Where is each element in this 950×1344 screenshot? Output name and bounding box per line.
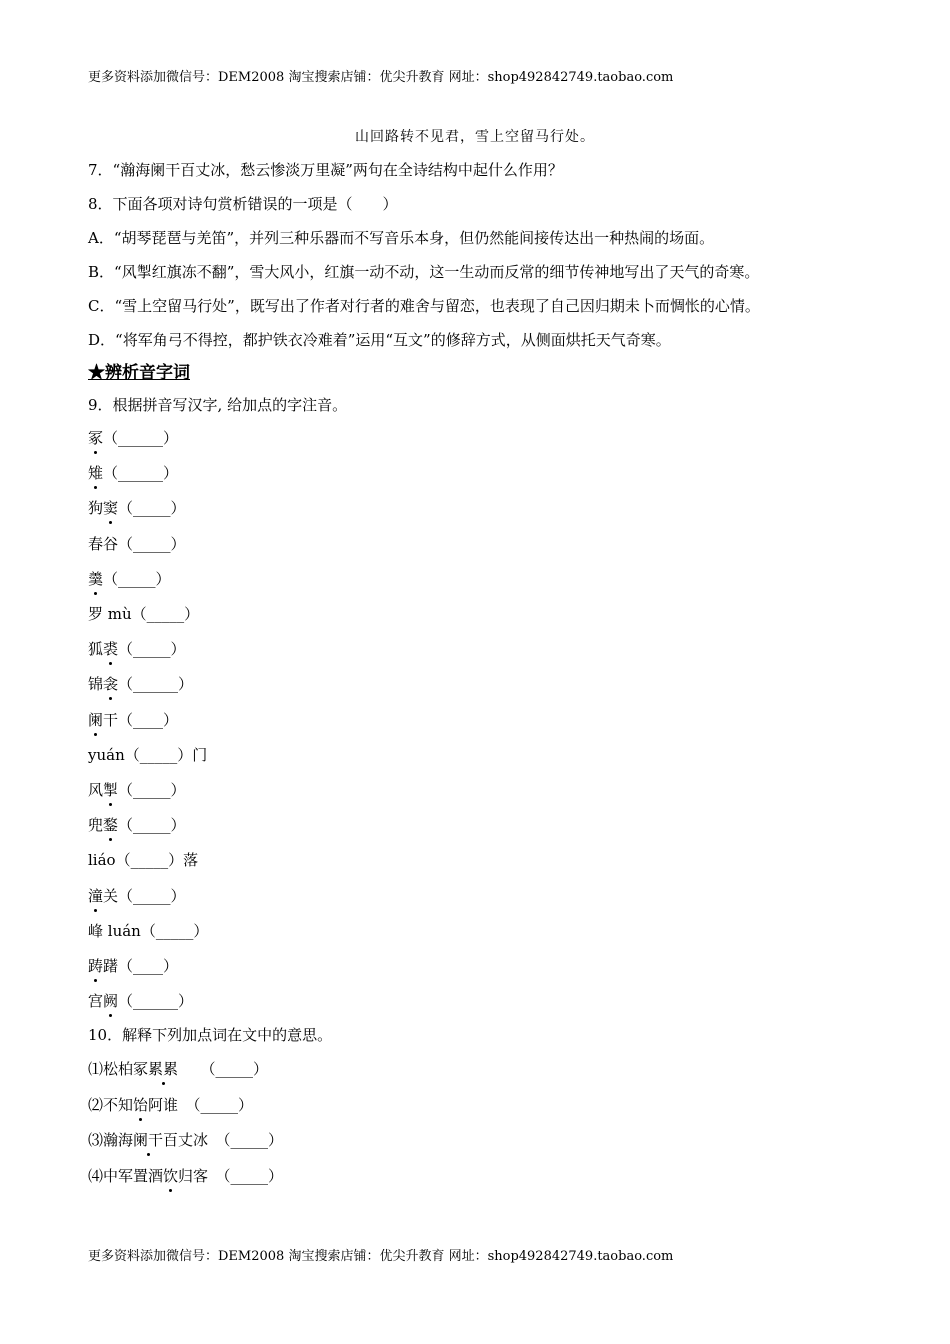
q9-dotted-char: 衾 — [103, 675, 119, 694]
q9-item — [88, 886, 186, 906]
q9-text: 宫 — [88, 992, 104, 1011]
q9-answer-blank[interactable]: （_____） — [103, 569, 171, 588]
q9-answer-blank[interactable]: （_____） — [140, 921, 209, 940]
q9-item — [88, 991, 193, 1011]
q9-item — [88, 850, 198, 870]
q9-item — [88, 956, 178, 976]
q9-dotted-char: 羹 — [88, 569, 104, 588]
q9-text: 锦 — [88, 675, 104, 694]
q10-item — [88, 1095, 253, 1115]
question-8-option-d: D．“将军角弓不得控，都护铁衣冷难着”运用“互文”的修辞方式，从侧面烘托天气奇寒。 — [88, 331, 671, 349]
question-10-stem: 10．解释下列加点词在文中的意思。 — [88, 1026, 333, 1044]
question-8-stem: 8．下面各项对诗句赏析错误的一项是（ ） — [88, 195, 398, 213]
q9-text: yuán — [88, 745, 125, 764]
q10-answer-blank[interactable]: （_____） — [178, 1095, 254, 1114]
q9-text: 峰 luán — [88, 921, 141, 940]
q9-answer-blank[interactable]: （______） — [103, 429, 179, 447]
q9-answer-blank[interactable]: （_____） — [118, 640, 186, 659]
q9-item — [88, 604, 199, 624]
q9-text: 风 — [88, 781, 104, 799]
q9-dotted-char: 雉 — [88, 464, 104, 483]
q9-item — [88, 710, 178, 730]
page-header: 更多资料添加微信号：DEM2008 淘宝搜索店铺：优尖升教育 网址：shop492842749.taobao.com — [88, 70, 674, 85]
question-8-option-b: B．“风掣红旗冻不翻”，雪大风小，红旗一动不动，这一生动而反常的细节传神地写出了天气的奇寒。 — [88, 263, 760, 281]
question-7: 7．“瀚海阑干百丈冰，愁云惨淡万里凝”两句在全诗结构中起什么作用？ — [88, 161, 563, 179]
q10-dotted-char: 饴 — [133, 1095, 149, 1114]
q9-dotted-char: 阙 — [103, 992, 119, 1011]
question-8-option-a: A．“胡琴琵琶与羌笛”，并列三种乐器而不写音乐本身，但仍然能间接传达出一种热闹的场面。 — [88, 229, 715, 247]
q10-item — [88, 1059, 268, 1079]
q9-answer-blank[interactable]: （______） — [118, 675, 194, 694]
q9-text: 躇 — [103, 957, 119, 975]
q9-dotted-char: 冢 — [88, 429, 104, 447]
q9-item — [88, 534, 186, 554]
q9-item — [88, 745, 207, 765]
q9-text: 狐 — [88, 640, 104, 659]
q9-answer-blank[interactable]: （_____） — [118, 816, 186, 835]
q10-text: 归客 — [178, 1166, 209, 1185]
poem-line: 山回路转不见君，雪上空留马行处。 — [355, 129, 595, 145]
q10-dotted-char: 阑干 — [133, 1131, 164, 1149]
q10-item — [88, 1166, 283, 1186]
q9-answer-blank[interactable]: （______） — [118, 992, 194, 1011]
q9-item — [88, 780, 186, 800]
q10-answer-blank[interactable]: （_____） — [178, 1060, 269, 1078]
q9-text: 春谷 — [88, 534, 119, 553]
q9-answer-blank[interactable]: （_____） — [118, 534, 186, 553]
question-8-option-c: C．“雪上空留马行处”，既写出了作者对行者的难舍与留恋，也表现了自己因归期未卜而惆怅的心情。 — [88, 297, 760, 315]
q9-dotted-char: 窦 — [103, 499, 119, 518]
q9-answer-blank[interactable]: （_____）落 — [115, 851, 199, 870]
q10-dotted-char: 饮 — [163, 1166, 179, 1185]
q9-item — [88, 498, 186, 518]
q9-item — [88, 815, 186, 835]
q10-dotted-char: 累累 — [148, 1060, 179, 1078]
q9-text: 狗 — [88, 499, 104, 518]
q9-dotted-char: 鍪 — [103, 816, 119, 835]
q10-text: ⑴松柏冢 — [88, 1060, 149, 1078]
q9-text: 关 — [103, 886, 119, 905]
q9-dotted-char: 踌 — [88, 957, 104, 975]
q9-dotted-char: 阑 — [88, 710, 104, 729]
q10-text: ⑶瀚海 — [88, 1131, 134, 1149]
q9-answer-blank[interactable]: （_____） — [118, 499, 186, 518]
q9-text: 兜 — [88, 816, 104, 835]
q9-dotted-char: 裘 — [103, 640, 119, 659]
q9-answer-blank[interactable]: （_____） — [131, 605, 200, 623]
section-title: ★辨析音字词 — [88, 363, 190, 383]
q9-item — [88, 569, 171, 589]
q10-text: ⑷中军置酒 — [88, 1166, 164, 1185]
q9-text: liáo — [88, 851, 116, 870]
q9-answer-blank[interactable]: （____） — [118, 710, 179, 729]
q9-text: 干 — [103, 710, 119, 729]
q10-answer-blank[interactable]: （_____） — [208, 1166, 284, 1185]
q9-dotted-char: 掣 — [103, 781, 119, 799]
q9-item — [88, 674, 193, 694]
q9-answer-blank[interactable]: （_____） — [118, 886, 186, 905]
q9-item — [88, 921, 208, 941]
q10-text: 百丈冰 — [163, 1131, 209, 1149]
q10-answer-blank[interactable]: （_____） — [208, 1131, 284, 1149]
q9-dotted-char: 潼 — [88, 886, 104, 905]
question-9-stem: 9．根据拼音写汉字, 给加点的字注音。 — [88, 396, 348, 414]
q9-item — [88, 428, 178, 448]
q9-item — [88, 463, 178, 483]
q9-answer-blank[interactable]: （____） — [118, 957, 179, 975]
q10-item — [88, 1130, 283, 1150]
q9-answer-blank[interactable]: （_____）门 — [124, 745, 208, 764]
q9-answer-blank[interactable]: （_____） — [118, 781, 186, 799]
q10-text: ⑵不知 — [88, 1095, 134, 1114]
q9-text: 罗 mù — [88, 605, 132, 623]
q9-answer-blank[interactable]: （______） — [103, 464, 179, 483]
page-footer: 更多资料添加微信号：DEM2008 淘宝搜索店铺：优尖升教育 网址：shop492842749.taobao.com — [88, 1249, 674, 1264]
q9-item — [88, 639, 186, 659]
q10-text: 阿谁 — [148, 1095, 179, 1114]
